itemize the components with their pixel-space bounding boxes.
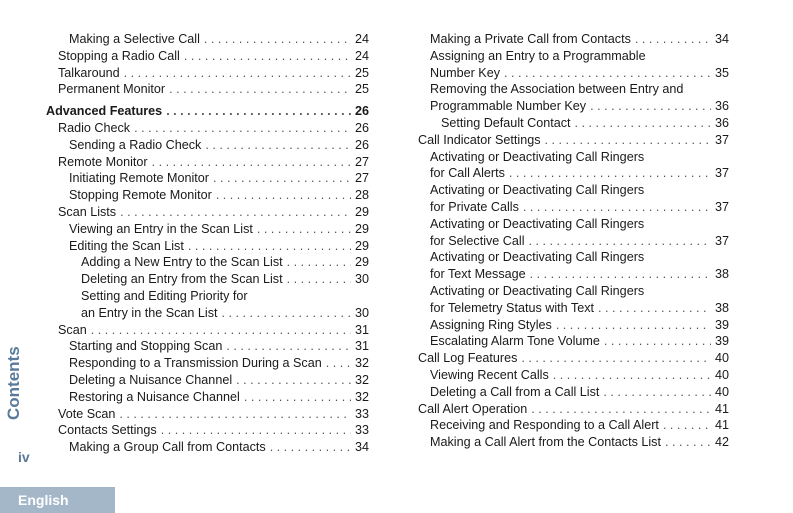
toc-dot-leader (553, 367, 711, 384)
toc-entry[interactable] (46, 187, 369, 204)
toc-dot-leader (598, 300, 711, 317)
toc-entry[interactable] (46, 338, 369, 355)
toc-entry[interactable] (46, 65, 369, 82)
toc-dot-leader (523, 199, 711, 216)
toc-entry-title: Scan Lists (58, 204, 117, 219)
toc-entry-title-line: Removing the Association between Entry and (430, 82, 684, 97)
toc-entry-title: for Text Message (430, 267, 526, 282)
toc-entry-title: Stopping Remote Monitor (69, 188, 212, 203)
toc-entry[interactable] (418, 367, 729, 384)
toc-entry[interactable] (46, 170, 369, 187)
toc-page-number: 24 (354, 32, 369, 46)
toc-dot-leader (531, 401, 711, 418)
toc-page-number: 26 (354, 137, 369, 152)
page-number: iv (18, 449, 30, 465)
toc-dot-leader (635, 31, 711, 48)
toc-page-number: 27 (354, 171, 369, 186)
toc-dot-leader (244, 389, 351, 406)
toc-entry[interactable] (418, 434, 729, 451)
toc-dot-leader (169, 81, 351, 98)
toc-page-number: 29 (354, 255, 369, 270)
toc-entry-title-line: Assigning an Entry to a Programmable (430, 48, 646, 63)
toc-page-number: 38 (714, 300, 729, 315)
toc-entry[interactable] (418, 333, 729, 350)
toc-entry-title: for Telemetry Status with Text (430, 300, 595, 315)
toc-entry-title: Vote Scan (58, 406, 116, 421)
toc-page-number: 34 (714, 32, 729, 46)
toc-dot-leader (665, 434, 711, 451)
toc-page-number: 33 (354, 423, 369, 438)
toc-dot-leader (188, 238, 351, 255)
toc-entry[interactable] (46, 406, 369, 423)
toc-entry[interactable] (46, 355, 369, 372)
toc-dot-leader (124, 65, 351, 82)
toc-entry[interactable] (46, 254, 369, 271)
toc-entry-title: an Entry in the Scan List (81, 305, 218, 320)
toc-dot-leader (161, 422, 351, 439)
toc-entry[interactable] (418, 132, 729, 149)
toc-entry-title: Remote Monitor (58, 154, 148, 169)
toc-entry[interactable] (418, 182, 729, 216)
toc-entry-title-line: Activating or Deactivating Call Ringers (430, 149, 645, 164)
toc-dot-leader (205, 137, 351, 154)
toc-entry[interactable] (418, 115, 729, 132)
toc-page-number: 35 (714, 65, 729, 80)
toc-right-column (418, 31, 729, 451)
toc-entry-title: Deleting a Call from a Call List (430, 384, 600, 399)
toc-page-number: 33 (354, 406, 369, 421)
toc-entry-title: Deleting an Entry from the Scan List (81, 272, 283, 287)
toc-entry[interactable] (418, 317, 729, 334)
toc-dot-leader (213, 170, 351, 187)
toc-entry-title: Programmable Number Key (430, 99, 587, 114)
toc-entry-title: Radio Check (58, 120, 131, 135)
toc-dot-leader (287, 271, 351, 288)
toc-dot-leader (134, 120, 351, 137)
toc-entry-title: Restoring a Nuisance Channel (69, 389, 240, 404)
toc-page-number: 29 (354, 238, 369, 253)
toc-entry[interactable] (46, 137, 369, 154)
toc-entry-title: Viewing an Entry in the Scan List (69, 221, 253, 236)
toc-dot-leader (590, 98, 711, 115)
toc-entry[interactable] (418, 149, 729, 183)
toc-page-number: 26 (354, 120, 369, 135)
toc-entry-title: Talkaround (58, 65, 120, 80)
toc-page-number: 36 (714, 115, 729, 130)
toc-page-number: 38 (714, 267, 729, 282)
toc-entry[interactable] (46, 288, 369, 322)
toc-page-number: 25 (354, 82, 369, 97)
toc-entry-title-line: Activating or Deactivating Call Ringers (430, 216, 645, 231)
toc-dot-leader (222, 305, 351, 322)
toc-entry-title: Advanced Features (46, 104, 163, 119)
toc-entry-title: for Call Alerts (430, 166, 505, 181)
toc-page-number: 34 (354, 440, 369, 455)
toc-page-number: 40 (714, 351, 729, 366)
toc-entry-title: Making a Group Call from Contacts (69, 440, 266, 455)
toc-page-number: 31 (354, 322, 369, 337)
toc-dot-leader (530, 266, 711, 283)
toc-entry[interactable] (418, 350, 729, 367)
toc-entry-title: Making a Call Alert from the Contacts List (430, 435, 661, 450)
toc-entry[interactable] (418, 48, 729, 82)
toc-dot-leader (575, 115, 711, 132)
toc-dot-leader (556, 317, 711, 334)
toc-entry-title: Permanent Monitor (58, 82, 166, 97)
toc-entry-title: Initiating Remote Monitor (69, 171, 209, 186)
toc-dot-leader (663, 417, 711, 434)
toc-entry[interactable] (46, 154, 369, 171)
toc-page-number: 37 (714, 132, 729, 147)
toc-page-number: 30 (354, 272, 369, 287)
toc-page-number: 40 (714, 384, 729, 399)
toc-dot-leader (120, 204, 351, 221)
toc-entry-title-line: Activating or Deactivating Call Ringers (430, 250, 645, 265)
toc-page-number: 24 (354, 48, 369, 63)
toc-entry[interactable] (46, 221, 369, 238)
toc-entry[interactable] (46, 439, 369, 456)
toc-entry[interactable] (46, 422, 369, 439)
toc-entry[interactable] (46, 103, 369, 120)
toc-page-number: 28 (354, 188, 369, 203)
toc-entry-title: Setting Default Contact (441, 115, 571, 130)
toc-entry[interactable] (418, 283, 729, 317)
toc-entry-title: Number Key (430, 65, 500, 80)
language-tab (0, 487, 115, 513)
toc-dot-leader (604, 333, 711, 350)
toc-page-number: 42 (714, 435, 729, 450)
toc-entry-title: Responding to a Transmission During a Scan (69, 356, 322, 371)
toc-page-number: 31 (354, 339, 369, 354)
toc-dot-leader (529, 233, 711, 250)
toc-page-number: 41 (714, 418, 729, 433)
toc-entry[interactable] (418, 384, 729, 401)
toc-page-number: 26 (354, 104, 369, 119)
toc-entry[interactable] (46, 204, 369, 221)
toc-entry-title: Sending a Radio Check (69, 137, 202, 152)
toc-entry-title-line: Setting and Editing Priority for (81, 288, 248, 303)
toc-entry-title: for Private Calls (430, 199, 519, 214)
toc-entry-title: Making a Private Call from Contacts (430, 32, 631, 46)
language-tab-label: English (18, 492, 69, 508)
toc-left-column (46, 31, 369, 456)
toc-entry[interactable] (46, 271, 369, 288)
toc-dot-leader (603, 384, 711, 401)
toc-dot-leader (119, 406, 351, 423)
toc-entry-title: Assigning Ring Styles (430, 317, 552, 332)
toc-page-number: 39 (714, 317, 729, 332)
toc-dot-leader (91, 322, 351, 339)
toc-entry-title: Call Alert Operation (418, 401, 528, 416)
toc-dot-leader (216, 187, 351, 204)
toc-page-number: 37 (714, 199, 729, 214)
toc-entry[interactable] (418, 31, 729, 48)
toc-page-number: 29 (354, 204, 369, 219)
toc-dot-leader (287, 254, 351, 271)
toc-dot-leader (270, 439, 351, 456)
toc-page-number: 37 (714, 166, 729, 181)
toc-dot-leader (257, 221, 351, 238)
toc-entry[interactable] (418, 216, 729, 250)
toc-entry-title: Starting and Stopping Scan (69, 339, 223, 354)
toc-entry-title: Editing the Scan List (69, 238, 184, 253)
toc-page-number: 32 (354, 389, 369, 404)
toc-page-number: 37 (714, 233, 729, 248)
toc-page-number: 30 (354, 305, 369, 320)
toc-dot-leader (166, 103, 351, 120)
toc-entry-title: Call Log Features (418, 351, 518, 366)
toc-entry-title: Escalating Alarm Tone Volume (430, 334, 600, 349)
toc-dot-leader (184, 48, 351, 65)
toc-page-number: 29 (354, 221, 369, 236)
toc-page-number: 40 (714, 367, 729, 382)
toc-dot-leader (521, 350, 711, 367)
toc-entry-title: Viewing Recent Calls (430, 367, 549, 382)
toc-entry-title-line: Activating or Deactivating Call Ringers (430, 283, 645, 298)
toc-dot-leader (326, 355, 351, 372)
toc-entry[interactable] (46, 322, 369, 339)
toc-entry[interactable] (46, 120, 369, 137)
toc-page-number: 32 (354, 356, 369, 371)
toc-page-number: 41 (714, 401, 729, 416)
toc-entry-title: Stopping a Radio Call (58, 48, 180, 63)
toc-entry-title: Scan (58, 322, 87, 337)
toc-entry[interactable] (46, 81, 369, 98)
toc-dot-leader (504, 65, 711, 82)
toc-page-number: 36 (714, 99, 729, 114)
section-side-label: Contents (4, 346, 23, 420)
toc-page-number: 27 (354, 154, 369, 169)
toc-page-number: 39 (714, 334, 729, 349)
toc-entry-title: Contacts Settings (58, 423, 157, 438)
toc-page-number: 25 (354, 65, 369, 80)
toc-entry[interactable] (418, 417, 729, 434)
toc-entry[interactable] (46, 389, 369, 406)
toc-entry-title: Making a Selective Call (69, 32, 200, 46)
toc-entry[interactable] (46, 31, 369, 48)
toc-entry-title-line: Activating or Deactivating Call Ringers (430, 183, 645, 198)
toc-dot-leader (545, 132, 711, 149)
toc-entry-title: Adding a New Entry to the Scan List (81, 255, 283, 270)
toc-dot-leader (236, 372, 351, 389)
toc-entry[interactable] (418, 249, 729, 283)
toc-dot-leader (226, 338, 351, 355)
toc-entry-title: Call Indicator Settings (418, 132, 541, 147)
toc-entry[interactable] (418, 81, 729, 115)
toc-entry-title: for Selective Call (430, 233, 525, 248)
toc-dot-leader (509, 165, 711, 182)
toc-entry-title: Receiving and Responding to a Call Alert (430, 418, 659, 433)
toc-entry[interactable] (418, 401, 729, 418)
toc-page-number: 32 (354, 372, 369, 387)
toc-dot-leader (204, 31, 351, 48)
toc-entry-title: Deleting a Nuisance Channel (69, 372, 233, 387)
toc-dot-leader (152, 154, 351, 171)
toc-entry[interactable] (46, 238, 369, 255)
toc-entry[interactable] (46, 48, 369, 65)
toc-entry[interactable] (46, 372, 369, 389)
